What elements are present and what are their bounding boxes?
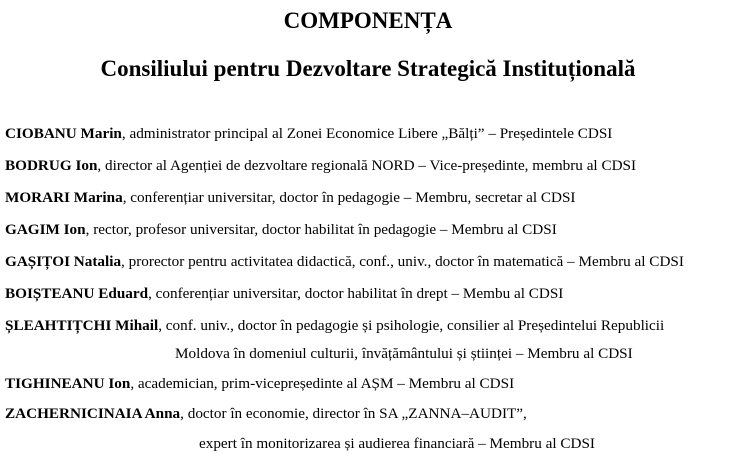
member-name: BOIȘTEANU Eduard xyxy=(5,285,149,302)
member-name: ȘLEAHTIȚCHI Mihail xyxy=(5,317,159,334)
member-line xyxy=(5,316,664,336)
member-description: , prorector pentru activitatea didactică, conf., univ., doctor în matematică – Membru al CDSI xyxy=(121,253,684,270)
member-description: , conferențiar universitar, doctor habilitat în drept – Membu al CDSI xyxy=(148,285,564,302)
member-line xyxy=(5,284,563,304)
member-name: ZACHERNICINAIA Anna xyxy=(5,405,181,422)
member-line xyxy=(5,404,527,424)
member-line-continuation: expert în monitorizarea și audierea financiară – Membru al CDSI xyxy=(199,435,595,452)
member-name: GAȘIȚOI Natalia xyxy=(5,253,122,270)
member-line xyxy=(5,374,514,394)
member-line xyxy=(5,252,684,272)
member-line xyxy=(5,156,636,176)
member-description: , academician, prim-vicepreședinte al AȘM – Membru al CDSI xyxy=(130,375,515,392)
member-name: BODRUG Ion xyxy=(5,157,98,174)
member-line-continuation: Moldova în domeniul culturii, învățământului și științei – Membru al CDSI xyxy=(175,345,633,362)
page-title: COMPONENȚA xyxy=(283,8,453,33)
member-description: , conferențiar universitar, doctor în pedagogie – Membru, secretar al CDSI xyxy=(122,189,576,206)
member-description: , director al Agenției de dezvoltare regională NORD – Vice-președinte, membru al CDSI xyxy=(97,157,637,174)
member-description: , administrator principal al Zonei Economice Libere „Bălți” – Președintele CDSI xyxy=(121,125,613,142)
member-name: GAGIM Ion xyxy=(5,221,86,238)
member-name: CIOBANU Marin xyxy=(5,125,122,142)
member-description: , conf. univ., doctor în pedagogie și psihologie, consilier al Președintelui Republicii xyxy=(158,317,665,334)
member-name: MORARI Marina xyxy=(5,189,123,206)
member-description: , doctor în economie, director în SA „ZANNA–AUDIT”, xyxy=(180,405,527,422)
member-name: TIGHINEANU Ion xyxy=(5,375,131,392)
member-line xyxy=(5,124,612,144)
member-line xyxy=(5,220,557,240)
page-subtitle: Consiliului pentru Dezvoltare Strategică Instituțională xyxy=(100,56,636,81)
member-line xyxy=(5,188,575,208)
member-description: , rector, profesor universitar, doctor habilitat în pedagogie – Membru al CDSI xyxy=(85,221,557,238)
